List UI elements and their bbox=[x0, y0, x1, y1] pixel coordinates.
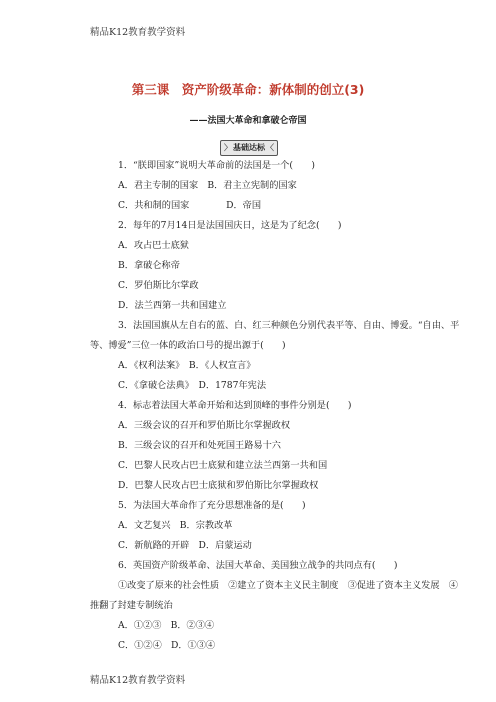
lesson-subtitle: ——法国大革命和拿破仑帝国 bbox=[189, 116, 307, 126]
options-5-cd: C．新航路的开辟 D．启蒙运动 bbox=[118, 540, 252, 551]
options-1-ab: A．君主专制的国家 B．君主立宪制的国家 bbox=[118, 180, 297, 191]
question-2: 2．每年的7月14日是法国国庆日，这是为了纪念( ) bbox=[118, 220, 342, 231]
options-5-ab: A．文艺复兴 B．宗教改革 bbox=[118, 520, 233, 531]
option-2-b: B．拿破仑称帝 bbox=[118, 260, 180, 271]
option-2-c: C．罗伯斯比尔掌政 bbox=[118, 280, 199, 291]
question-4: 4．标志着法国大革命开始和达到顶峰的事件分别是( ) bbox=[118, 400, 352, 411]
options-6-cd: C．①②④ D．①③④ bbox=[118, 640, 216, 651]
option-2-a: A．攻占巴士底狱 bbox=[118, 240, 189, 251]
question-6: 6．英国资产阶级革命、法国大革命、美国独立战争的共同点有( ) bbox=[118, 560, 398, 571]
options-1-cd: C．共和制的国家 D．帝国 bbox=[118, 200, 262, 211]
question-3: 3．法国国旗从左自右的蓝、白、红三种颜色分别代表平等、自由、博爱。“自由、平 bbox=[118, 320, 460, 331]
question-6-statements-continued: 推翻了封建专制统治 bbox=[90, 600, 173, 611]
question-5: 5．为法国大革命作了充分思想准备的是( ) bbox=[118, 500, 306, 511]
option-2-d: D．法兰西第一共和国建立 bbox=[118, 300, 227, 311]
page-header: 精品K12教育教学资料 bbox=[90, 27, 186, 38]
options-6-ab: A．①②③ B．②③④ bbox=[118, 620, 215, 631]
option-4-c: C．巴黎人民攻占巴士底狱和建立法兰西第一共和国 bbox=[118, 460, 328, 471]
chevron-right-icon: 〉 bbox=[224, 143, 232, 152]
section-badge-label: 基础达标 bbox=[233, 143, 265, 152]
options-3-ab: A．《权利法案》 B．《人权宣言》 bbox=[118, 360, 256, 371]
page-footer: 精品K12教育教学资料 bbox=[90, 675, 186, 686]
option-4-b: B．三级会议的召开和处死国王路易十六 bbox=[118, 440, 281, 451]
question-1: 1．“朕即国家”说明大革命前的法国是一个( ) bbox=[118, 160, 315, 171]
question-3-continued: 等、博爱”三位一体的政治口号的提出源于( ) bbox=[90, 340, 286, 351]
option-4-a: A．三级会议的召开和罗伯斯比尔掌握政权 bbox=[118, 420, 291, 431]
chevron-left-icon: 〈 bbox=[266, 143, 274, 152]
lesson-title: 第三课 资产阶级革命：新体制的创立(3) bbox=[131, 82, 365, 97]
section-badge bbox=[220, 140, 278, 156]
options-3-cd: C．《拿破仑法典》 D．1787年宪法 bbox=[118, 380, 267, 391]
question-6-statements: ①改变了原来的社会性质 ②建立了资本主义民主制度 ③促进了资本主义发展 ④ bbox=[118, 580, 458, 591]
option-4-d: D．巴黎人民攻占巴士底狱和罗伯斯比尔掌握政权 bbox=[118, 480, 319, 491]
